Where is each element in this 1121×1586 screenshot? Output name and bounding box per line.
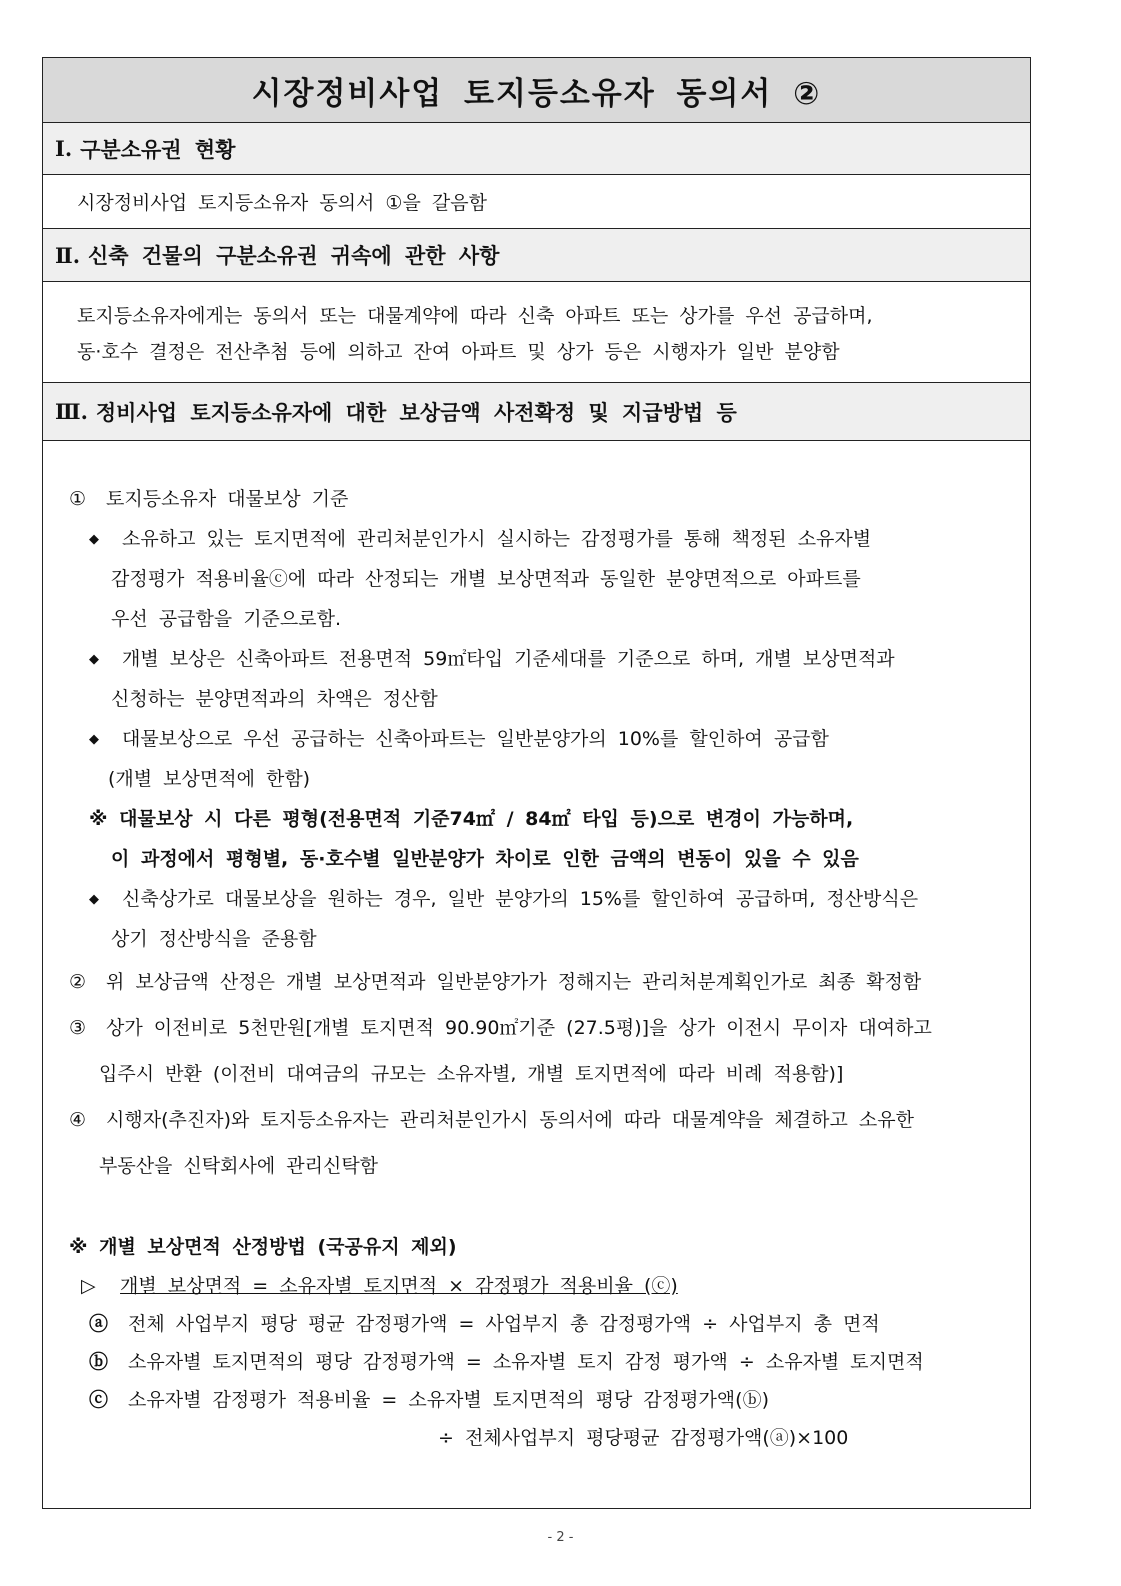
bullet-continuation: 우선 공급함을 기준으로함.: [111, 608, 342, 630]
section-1-number: Ⅰ.: [55, 136, 73, 161]
item-4-text: 시행자(추진자)와 토지등소유자는 관리처분인가시 동의서에 따라 대물계약을 체결하고 소유한: [106, 1109, 914, 1131]
section-1-text: 시장정비사업 토지등소유자 동의서 ①을 갈음함: [77, 192, 487, 214]
formula-b-marker: ⓑ: [89, 1351, 109, 1373]
calc-formula-main: [63, 1267, 1030, 1305]
item-3-marker: ③: [69, 1017, 87, 1039]
diamond-bullet-icon: ◆: [89, 531, 99, 547]
section-3-title: 정비사업 토지등소유자에 대한 보상금액 사전확정 및 지급방법 등: [95, 400, 737, 425]
bullet-item: [63, 719, 1030, 759]
section-2-heading: [43, 229, 1030, 282]
section-1-body: [43, 175, 1030, 229]
calc-formula-c-continuation: ÷ 전체사업부지 평당평균 감정평가액(ⓐ)×100: [438, 1427, 849, 1449]
section-3-number: Ⅲ.: [55, 399, 88, 424]
bullet-text: 소유하고 있는 토지면적에 관리처분인가시 실시하는 감정평가를 통해 책정된 소유자별: [122, 528, 872, 550]
section-1-heading: [43, 123, 1030, 175]
formula-a-text: 전체 사업부지 평당 평균 감정평가액 = 사업부지 총 감정평가액 ÷ 사업부지 총 면적: [128, 1313, 880, 1335]
consent-form-frame: [42, 57, 1031, 1509]
bullet-continuation: 신청하는 분양면적과의 차액은 정산함: [111, 688, 438, 710]
formula-b-text: 소유자별 토지면적의 평당 감정평가액 = 소유자별 토지 감정 평가액 ÷ 소유자별 토지면적: [128, 1351, 924, 1373]
item-2-marker: ②: [69, 971, 87, 993]
section-3-heading: [43, 383, 1030, 441]
item-4-continuation: 부동산을 신탁회사에 관리신탁함: [99, 1155, 379, 1177]
calc-formula-b: [63, 1343, 1030, 1381]
item-1-marker: ①: [69, 488, 87, 510]
item-4: [63, 1097, 1030, 1143]
bullet-text: 신축상가로 대물보상을 원하는 경우, 일반 분양가의 15%를 할인하여 공급하며, 정산방식은: [122, 888, 919, 910]
diamond-bullet-icon: ◆: [89, 891, 99, 907]
formula-a-marker: ⓐ: [89, 1313, 109, 1335]
section-2-title: 신축 건물의 구분소유권 귀속에 관한 사항: [88, 244, 500, 268]
item-1-heading: [63, 479, 1030, 519]
item-3: [63, 1005, 1030, 1051]
section-3-body: [43, 441, 1030, 1457]
bullet-text: 개별 보상은 신축아파트 전용면적 59㎡타입 기준세대를 기준으로 하며, 개별 보상면적과: [122, 648, 895, 670]
item-3-continuation: 입주시 반환 (이전비 대여금의 규모는 소유자별, 개별 토지면적에 따라 비례 적용함)]: [99, 1063, 844, 1085]
page-number: - 2 -: [547, 1530, 574, 1545]
bullet-text: 대물보상으로 우선 공급하는 신축아파트는 일반분양가의 10%를 할인하여 공급함: [122, 728, 829, 750]
diamond-bullet-icon: ◆: [89, 731, 99, 747]
calc-formula-main-text: 개별 보상면적 = 소유자별 토지면적 × 감정평가 적용비율 (ⓒ): [120, 1275, 678, 1297]
formula-c-text: 소유자별 감정평가 적용비율 = 소유자별 토지면적의 평당 감정평가액(ⓑ): [128, 1389, 769, 1411]
diamond-bullet-icon: ◆: [89, 651, 99, 667]
calc-formula-c: [63, 1381, 1030, 1419]
item-3-text: 상가 이전비로 5천만원[개별 토지면적 90.90㎡기준 (27.5평)]을 상가 이전시 무이자 대여하고: [106, 1017, 932, 1039]
bullet-continuation: 감정평가 적용비율ⓒ에 따라 산정되는 개별 보상면적과 동일한 분양면적으로 아파트를: [111, 568, 861, 590]
note-continuation: 이 과정에서 평형별, 동·호수별 일반분양가 차이로 인한 금액의 변동이 있을 수 있음: [111, 848, 859, 870]
section-1-title: 구분소유권 현황: [80, 137, 236, 162]
spacer: [63, 1189, 1030, 1227]
bullet-item: [63, 879, 1030, 919]
section-2-body: [43, 282, 1030, 383]
section-2-line: 동·호수 결정은 전산추첨 등에 의하고 잔여 아파트 및 상가 등은 시행자가 일반 분양함: [77, 341, 840, 363]
item-1-text: 토지등소유자 대물보상 기준: [106, 488, 349, 510]
triangle-right-icon: ▷: [81, 1275, 96, 1297]
bullet-continuation: 상기 정산방식을 준용함: [111, 928, 317, 950]
calc-method-title: ※ 개별 보상면적 산정방법 (국공유지 제외): [69, 1236, 457, 1258]
item-4-marker: ④: [69, 1109, 87, 1131]
note-line: ※ 대물보상 시 다른 평형(전용면적 기준74㎡ / 84㎡ 타입 등)으로 변경이 가능하며,: [89, 808, 854, 830]
calc-formula-a: [63, 1305, 1030, 1343]
section-2-number: Ⅱ.: [55, 242, 81, 268]
bullet-item: [63, 519, 1030, 559]
section-2-line: 토지등소유자에게는 동의서 또는 대물계약에 따라 신축 아파트 또는 상가를 우선 공급하며,: [77, 305, 873, 327]
bullet-continuation: (개별 보상면적에 한함): [108, 768, 311, 790]
bullet-item: [63, 639, 1030, 679]
document-title: 시장정비사업 토지등소유자 동의서 ②: [43, 58, 1030, 123]
item-2: [63, 959, 1030, 1005]
formula-c-marker: ⓒ: [89, 1389, 109, 1411]
item-2-text: 위 보상금액 산정은 개별 보상면적과 일반분양가가 정해지는 관리처분계획인가로 최종 확정함: [106, 971, 922, 993]
